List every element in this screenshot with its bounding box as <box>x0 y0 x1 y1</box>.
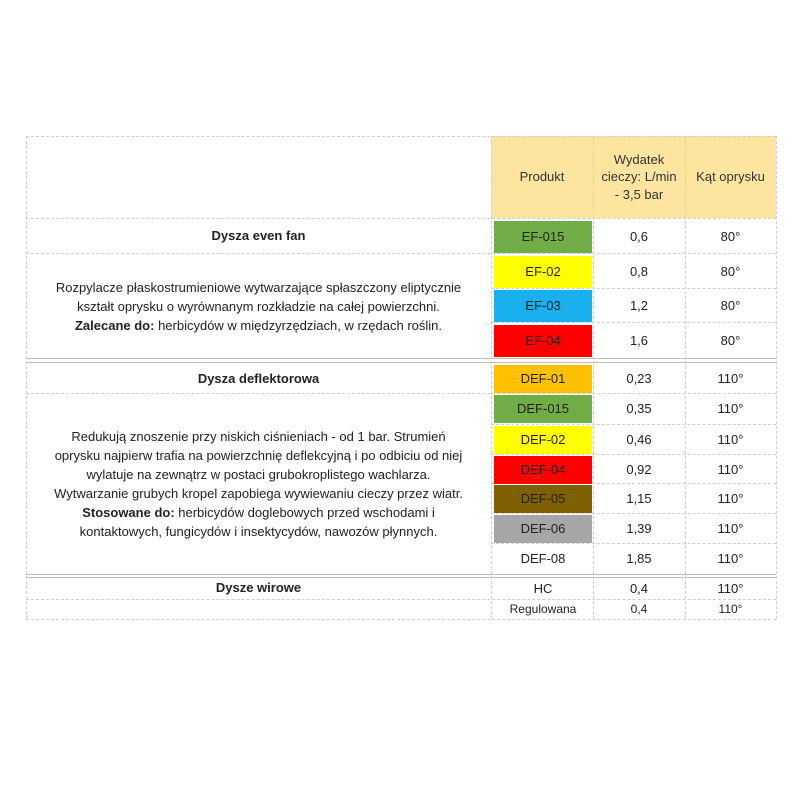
header-flow-line2: cieczy: L/min <box>601 169 677 185</box>
flow-cell: 0,23 <box>626 371 652 387</box>
row-divider <box>26 362 776 363</box>
flow-cell: 0,4 <box>629 581 649 597</box>
row-divider <box>26 253 776 254</box>
product-cell: DEF-04 <box>494 456 592 484</box>
column-divider <box>491 136 492 619</box>
section-title-swirl: Dysze wirowe <box>215 580 302 596</box>
product-cell: DEF-015 <box>494 395 592 423</box>
flow-cell: 1,6 <box>629 333 649 349</box>
desc-line: Wytwarzanie grubych kropel zapobiega wywiewaniu cieczy przez wiatr. <box>54 486 463 501</box>
flow-cell: 1,2 <box>629 298 649 314</box>
row-divider <box>491 288 776 289</box>
column-divider <box>776 136 777 619</box>
flow-cell: 0,46 <box>626 432 652 448</box>
product-cell: HC <box>533 581 553 597</box>
angle-cell: 110° <box>717 371 744 387</box>
flow-cell: 0,6 <box>629 229 649 245</box>
row-divider <box>26 574 776 575</box>
row-divider <box>491 322 776 323</box>
angle-cell: 80° <box>720 298 741 314</box>
row-divider <box>26 136 776 137</box>
row-divider <box>491 513 776 514</box>
row-divider <box>26 393 776 394</box>
angle-cell: 110° <box>717 401 744 417</box>
row-divider <box>491 543 776 544</box>
angle-cell: 110° <box>718 601 743 616</box>
angle-cell: 80° <box>720 229 741 245</box>
flow-cell: 0,35 <box>626 401 652 417</box>
angle-cell: 80° <box>720 264 741 280</box>
row-divider <box>491 454 776 455</box>
desc-line: oprysku najpierw trafia na powierzchnię deflekcyjną i po odbiciu od niej <box>54 448 463 463</box>
desc-line: Redukują znoszenie przy niskich ciśnieniach - od 1 bar. Strumień <box>71 429 446 444</box>
product-cell: EF-03 <box>494 290 592 322</box>
desc-line: wylatuje na zewnątrz w postaci grubokroplistego wachlarza. <box>86 467 431 482</box>
desc-bold: Stosowane do: <box>82 505 175 520</box>
row-divider <box>26 619 776 620</box>
product-cell: EF-02 <box>494 256 592 288</box>
row-divider <box>26 358 776 359</box>
angle-cell: 110° <box>717 551 744 567</box>
nozzle-table <box>26 136 776 620</box>
header-flow <box>593 136 685 218</box>
angle-cell: 80° <box>720 333 741 349</box>
product-cell: Regulowana <box>509 601 577 616</box>
angle-cell: 110° <box>717 581 744 597</box>
product-cell: EF-015 <box>494 221 592 253</box>
product-cell: DEF-02 <box>494 426 592 454</box>
product-cell: DEF-01 <box>494 365 592 393</box>
desc-bold: Zalecane do: <box>74 317 155 333</box>
angle-cell: 110° <box>717 462 744 478</box>
column-divider <box>26 136 27 619</box>
product-cell: DEF-06 <box>494 515 592 543</box>
desc-line: kształt oprysku o wyrównanym rozkładzie na całej powierzchni. <box>77 298 440 314</box>
row-divider <box>26 218 776 219</box>
desc-line: kontaktowych, fungicydów i insektycydów, nawozów płynnych. <box>79 524 438 539</box>
product-cell: DEF-05 <box>494 485 592 513</box>
flow-cell: 0,4 <box>630 601 648 616</box>
header-product: Produkt <box>491 136 593 218</box>
header-flow-line3: - 3,5 bar <box>614 186 664 202</box>
header-angle: Kąt oprysku <box>685 136 776 218</box>
section-title-even-fan: Dysza even fan <box>211 227 306 243</box>
desc-rest: herbicydów doglebowych przed wschodami i <box>174 505 435 520</box>
flow-cell: 0,8 <box>629 264 649 280</box>
angle-cell: 110° <box>717 521 744 537</box>
flow-cell: 1,39 <box>626 521 652 537</box>
angle-cell: 110° <box>717 432 744 448</box>
flow-cell: 0,92 <box>626 462 652 478</box>
section-title-deflector: Dysza deflektorowa <box>197 371 320 387</box>
row-divider <box>491 424 776 425</box>
section-desc-deflector <box>26 394 491 574</box>
flow-cell: 1,15 <box>626 491 652 507</box>
header-flow-line1: Wydatek <box>613 151 665 167</box>
desc-rest: herbicydów w międzyrzędziach, w rzędach roślin. <box>154 317 443 333</box>
desc-line <box>82 503 435 522</box>
angle-cell: 110° <box>717 491 744 507</box>
product-cell: DEF-08 <box>494 545 592 573</box>
product-cell: EF-04 <box>494 325 592 357</box>
section-desc-even-fan <box>26 254 491 358</box>
row-divider <box>26 577 776 578</box>
flow-cell: 1,85 <box>626 551 652 567</box>
desc-line <box>75 316 442 335</box>
desc-line: Rozpylacze płaskostrumieniowe wytwarzające spłaszczony eliptycznie <box>55 279 462 295</box>
